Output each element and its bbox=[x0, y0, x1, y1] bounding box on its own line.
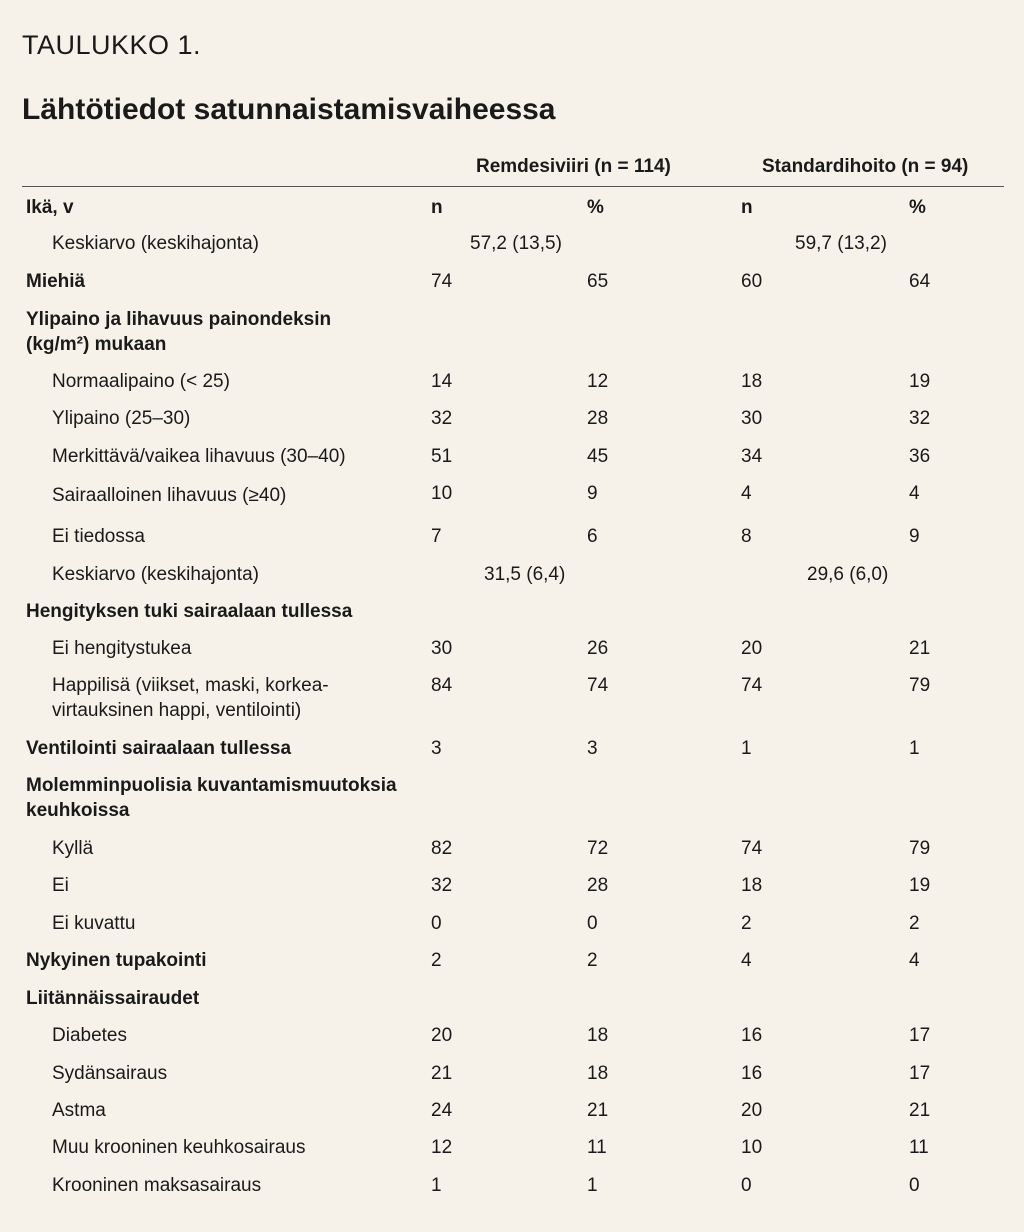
cell-n-remdesivir: 21 bbox=[431, 1063, 453, 1084]
cell-n-standard: 60 bbox=[741, 271, 763, 292]
cell-percent-standard: 1 bbox=[909, 738, 920, 759]
cell-n-standard: 18 bbox=[741, 875, 763, 896]
cell-n-remdesivir: 12 bbox=[431, 1137, 453, 1158]
row-label: Ylipaino ja lihavuus painondeksin bbox=[26, 309, 332, 330]
row-label: keuhkoissa bbox=[26, 800, 130, 821]
cell-percent-remdesivir: 21 bbox=[587, 1100, 609, 1121]
cell-percent-standard: 11 bbox=[909, 1137, 929, 1158]
cell-percent-standard: 2 bbox=[909, 913, 920, 934]
table-title: Lähtötiedot satunnaistamisvaiheessa bbox=[22, 93, 556, 126]
cell-n-standard: 1 bbox=[741, 738, 752, 759]
cell-n-standard: 16 bbox=[741, 1025, 763, 1046]
cell-percent-remdesivir: 74 bbox=[587, 675, 609, 696]
cell-percent-standard: 9 bbox=[909, 526, 920, 547]
cell-percent-remdesivir: 6 bbox=[587, 526, 598, 547]
cell-n-remdesivir: 7 bbox=[431, 526, 442, 547]
cell-percent-standard: 19 bbox=[909, 371, 931, 392]
cell-percent-remdesivir: 26 bbox=[587, 638, 609, 659]
cell-n-remdesivir: 14 bbox=[431, 371, 453, 392]
cell-n-remdesivir: 10 bbox=[431, 483, 453, 504]
cell-percent-remdesivir: 28 bbox=[587, 408, 609, 429]
cell-percent-remdesivir: 12 bbox=[587, 371, 609, 392]
cell-n-standard: 20 bbox=[741, 638, 763, 659]
cell-percent-remdesivir: 28 bbox=[587, 875, 609, 896]
cell-percent-standard: 64 bbox=[909, 271, 931, 292]
row-label: Miehiä bbox=[26, 271, 86, 292]
cell-n-remdesivir: 2 bbox=[431, 950, 442, 971]
column-header-percent: % bbox=[587, 197, 604, 218]
cell-percent-standard: 32 bbox=[909, 408, 931, 429]
cell-percent-standard: 19 bbox=[909, 875, 931, 896]
cell-n-remdesivir: 20 bbox=[431, 1025, 453, 1046]
row-label: Normaalipaino (< 25) bbox=[52, 371, 230, 392]
cell-n-remdesivir: 3 bbox=[431, 738, 442, 759]
cell-n-standard: 2 bbox=[741, 913, 752, 934]
mean-value-standard: 29,6 (6,0) bbox=[807, 564, 889, 585]
cell-percent-standard: 21 bbox=[909, 638, 931, 659]
cell-n-remdesivir: 24 bbox=[431, 1100, 453, 1121]
cell-percent-remdesivir: 65 bbox=[587, 271, 609, 292]
row-label: virtauksinen happi, ventilointi) bbox=[52, 700, 302, 721]
row-label: Ylipaino (25–30) bbox=[52, 408, 191, 429]
row-label: Liitännäissairaudet bbox=[26, 988, 200, 1009]
cell-n-standard: 8 bbox=[741, 526, 752, 547]
row-label: Kyllä bbox=[52, 838, 94, 859]
cell-percent-remdesivir: 1 bbox=[587, 1175, 598, 1196]
cell-n-remdesivir: 30 bbox=[431, 638, 453, 659]
cell-n-remdesivir: 32 bbox=[431, 875, 453, 896]
cell-n-standard: 34 bbox=[741, 446, 763, 467]
cell-n-standard: 20 bbox=[741, 1100, 763, 1121]
cell-percent-remdesivir: 45 bbox=[587, 446, 609, 467]
header-rule bbox=[22, 186, 1004, 187]
cell-percent-standard: 0 bbox=[909, 1175, 920, 1196]
column-header-n: n bbox=[431, 197, 443, 218]
cell-n-standard: 30 bbox=[741, 408, 763, 429]
row-label: (kg/m²) mukaan bbox=[26, 334, 167, 355]
mean-value-remdesivir: 57,2 (13,5) bbox=[470, 233, 562, 254]
cell-n-standard: 16 bbox=[741, 1063, 763, 1084]
cell-percent-remdesivir: 18 bbox=[587, 1025, 609, 1046]
cell-n-standard: 18 bbox=[741, 371, 763, 392]
cell-percent-standard: 36 bbox=[909, 446, 931, 467]
row-label: Sairaalloinen lihavuus (≥40) bbox=[52, 485, 287, 506]
row-label: Merkittävä/vaikea lihavuus (30–40) bbox=[52, 446, 346, 467]
row-label: Keskiarvo (keskihajonta) bbox=[52, 564, 259, 585]
table-eyebrow: TAULUKKO 1. bbox=[22, 30, 202, 60]
cell-percent-standard: 79 bbox=[909, 675, 931, 696]
cell-n-remdesivir: 84 bbox=[431, 675, 453, 696]
row-label: Diabetes bbox=[52, 1025, 127, 1046]
cell-n-standard: 0 bbox=[741, 1175, 752, 1196]
row-label: Muu krooninen keuhkosairaus bbox=[52, 1137, 306, 1158]
cell-n-standard: 74 bbox=[741, 675, 763, 696]
cell-percent-standard: 17 bbox=[909, 1025, 931, 1046]
row-label: Astma bbox=[52, 1100, 106, 1121]
cell-percent-standard: 79 bbox=[909, 838, 931, 859]
row-label: Molemminpuolisia kuvantamismuutoksia bbox=[26, 775, 397, 796]
cell-percent-remdesivir: 18 bbox=[587, 1063, 609, 1084]
cell-percent-remdesivir: 2 bbox=[587, 950, 598, 971]
cell-percent-remdesivir: 9 bbox=[587, 483, 598, 504]
cell-percent-remdesivir: 3 bbox=[587, 738, 598, 759]
row-label: Krooninen maksasairaus bbox=[52, 1175, 262, 1196]
cell-n-remdesivir: 74 bbox=[431, 271, 453, 292]
cell-percent-standard: 17 bbox=[909, 1063, 931, 1084]
row-label: Sydänsairaus bbox=[52, 1063, 168, 1084]
row-label: Ventilointi sairaalaan tullessa bbox=[26, 738, 292, 759]
cell-n-remdesivir: 32 bbox=[431, 408, 453, 429]
cell-n-remdesivir: 51 bbox=[431, 446, 453, 467]
mean-value-remdesivir: 31,5 (6,4) bbox=[484, 564, 566, 585]
cell-n-standard: 10 bbox=[741, 1137, 763, 1158]
mean-value-standard: 59,7 (13,2) bbox=[795, 233, 887, 254]
cell-n-standard: 4 bbox=[741, 950, 752, 971]
cell-percent-standard: 4 bbox=[909, 950, 920, 971]
cell-n-remdesivir: 82 bbox=[431, 838, 453, 859]
row-label: Ei hengitystukea bbox=[52, 638, 192, 659]
cell-percent-remdesivir: 72 bbox=[587, 838, 609, 859]
group-header-remdesivir: Remdesiviiri (n = 114) bbox=[476, 156, 671, 177]
row-label: Keskiarvo (keskihajonta) bbox=[52, 233, 259, 254]
row-label: Ei kuvattu bbox=[52, 913, 136, 934]
cell-percent-remdesivir: 0 bbox=[587, 913, 598, 934]
cell-n-standard: 4 bbox=[741, 483, 752, 504]
group-header-standard: Standardihoito (n = 94) bbox=[762, 156, 969, 177]
row-label: Nykyinen tupakointi bbox=[26, 950, 207, 971]
cell-percent-standard: 4 bbox=[909, 483, 920, 504]
cell-n-remdesivir: 1 bbox=[431, 1175, 442, 1196]
cell-percent-standard: 21 bbox=[909, 1100, 931, 1121]
row-label: Ei tiedossa bbox=[52, 526, 145, 547]
row-label: Happilisä (viikset, maski, korkea- bbox=[52, 675, 329, 696]
cell-n-remdesivir: 0 bbox=[431, 913, 442, 934]
cell-n-standard: 74 bbox=[741, 838, 763, 859]
column-header-n: n bbox=[741, 197, 753, 218]
row-label: Ikä, v bbox=[26, 197, 74, 218]
column-header-percent: % bbox=[909, 197, 926, 218]
row-label: Hengityksen tuki sairaalaan tullessa bbox=[26, 601, 353, 622]
cell-percent-remdesivir: 11 bbox=[587, 1137, 607, 1158]
row-label: Ei bbox=[52, 875, 69, 896]
